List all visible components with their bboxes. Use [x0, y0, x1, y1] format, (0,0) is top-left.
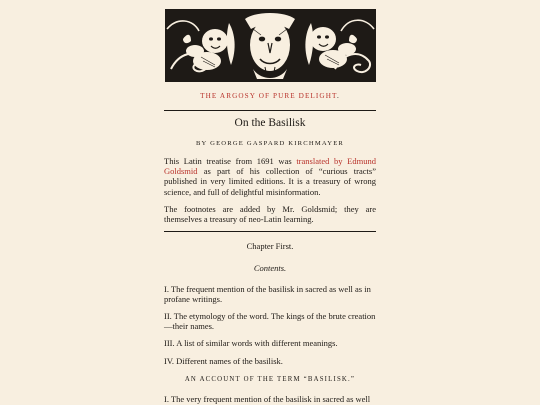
footnotes-paragraph: The footnotes are added by Mr. Goldsmid; they are themselves a treasury of neo-Latin learning. — [164, 204, 376, 225]
contents-heading: Contents. — [253, 263, 287, 273]
section-first-line: I. The very frequent mention of the basilisk in sacred as well — [164, 394, 371, 404]
contents-item-1: I. The frequent mention of the basilisk in sacred as well as in profane writings. — [164, 284, 371, 305]
translator-link[interactable]: translated by Edmund Goldsmid — [164, 156, 376, 177]
byline: BY GEORGE GASPARD KIRCHMAYER — [195, 140, 345, 147]
divider-top — [164, 110, 376, 111]
intro-text-start: This Latin treatise from 1691 was — [164, 156, 297, 166]
contents-item-3: III. A list of similar words with different meanings. — [164, 338, 338, 348]
chapter-heading: Chapter First. — [246, 241, 294, 251]
contents-item-4: IV. Different names of the basilisk. — [164, 356, 283, 366]
contents-item-2: II. The etymology of the word. The kings of the brute creation—their names. — [164, 311, 376, 332]
site-tagline[interactable] — [164, 92, 376, 100]
ornamental-banner-icon — [165, 9, 376, 82]
section-heading: AN ACCOUNT OF THE TERM “BASILISK.” — [184, 376, 356, 383]
intro-text-end: as part of his collection of “curious tracts” published in very limited editions. It is a treasury of wrong science, and full of delightful misinformation. — [164, 166, 376, 197]
tagline-text[interactable]: THE ARGOSY OF PURE DELIGHT — [200, 92, 337, 100]
divider-middle — [164, 231, 376, 232]
intro-paragraph — [164, 156, 376, 197]
page-title: On the Basilisk — [234, 117, 306, 129]
tagline-dot: . — [336, 92, 340, 100]
